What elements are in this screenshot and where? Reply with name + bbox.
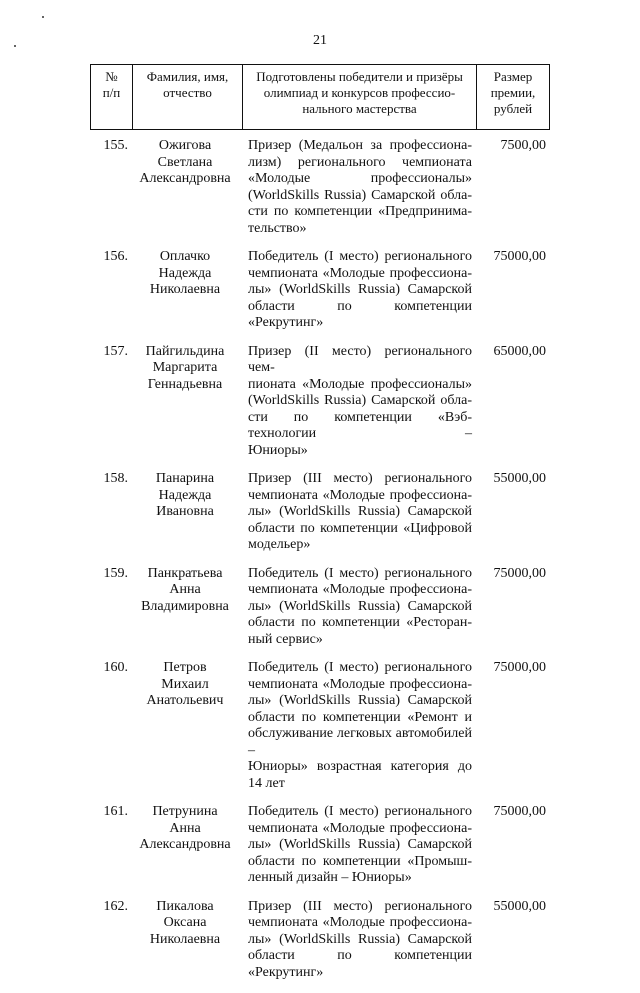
name-part: Петров (163, 660, 207, 675)
description-line: Призер (II место) регионального чем- (248, 343, 472, 375)
name-part: Светлана (157, 154, 213, 170)
row-number: 161. (103, 804, 128, 819)
description-line: Призер (Медальон за профессиона- (248, 138, 472, 153)
name-part: Анна (169, 582, 201, 597)
description-line: лы» (WorldSkills Russia) Самарской (248, 282, 472, 297)
award-amount: 75000,00 (493, 249, 546, 264)
description-line: Победитель (I место) регионального (248, 249, 472, 264)
description-line: ленный дизайн – Юниоры» (248, 870, 412, 885)
name-part: Надежда (158, 487, 212, 503)
name-part: Панарина (155, 471, 215, 486)
table-row (90, 660, 550, 792)
name-part: Владимировна (141, 598, 229, 614)
recipient-name (132, 660, 242, 792)
scan-speck (42, 16, 44, 18)
row-number: 158. (103, 471, 128, 486)
name-part: Александровна (139, 837, 231, 852)
table-row (90, 138, 550, 237)
description-line: пионата «Молодые профессионалы» (248, 376, 472, 392)
table-row (90, 566, 550, 649)
name-part: Петрунина (152, 804, 218, 819)
description-line: области по компетенции «Ремонт и (248, 709, 472, 725)
name-part: Панкратьева (147, 565, 223, 581)
row-number: 160. (103, 660, 128, 675)
achievement-description (242, 660, 476, 792)
achievement-description (242, 804, 476, 887)
name-part: Николаевна (149, 282, 221, 297)
description-line: Призер (III место) регионального (248, 471, 472, 486)
description-line: чемпионата «Молодые профессиона- (248, 820, 472, 836)
award-amount: 55000,00 (493, 471, 546, 486)
header-award-amount: Размер премии, рублей (490, 69, 536, 116)
recipient-name (132, 566, 242, 649)
description-line: лы» (WorldSkills Russia) Самарской (248, 837, 472, 852)
name-part: Маргарита (152, 360, 218, 375)
name-part: Ивановна (156, 504, 214, 519)
award-amount: 7500,00 (500, 138, 546, 153)
name-part: Николаевна (149, 931, 221, 947)
recipient-name (132, 899, 242, 982)
description-line: области по компетенции «Ресторан- (248, 615, 472, 630)
award-amount: 75000,00 (493, 804, 546, 819)
name-part: Пикалова (156, 898, 214, 914)
award-amount: 65000,00 (493, 343, 546, 359)
table-header (90, 64, 550, 130)
achievement-description (242, 471, 476, 554)
row-number: 156. (103, 249, 128, 264)
description-line: сти по компетенции «Вэб-технологии – (248, 409, 472, 441)
description-line: «Молодые профессионалы» (248, 171, 472, 186)
name-part: Надежда (158, 265, 212, 281)
achievement-description (242, 138, 476, 237)
description-line: лы» (WorldSkills Russia) Самарской (248, 598, 472, 614)
description-line: чемпионата «Молодые профессиона- (248, 676, 472, 692)
description-line: тельство» (248, 220, 307, 236)
name-part: Александровна (139, 171, 231, 186)
recipient-name (132, 138, 242, 237)
description-line: ный сервис» (248, 631, 323, 647)
recipient-name (132, 249, 242, 332)
achievement-description (242, 249, 476, 332)
name-part: Михаил (161, 676, 209, 692)
description-line: Победитель (I место) регионального (248, 565, 472, 581)
name-part: Геннадьевна (147, 376, 223, 392)
name-part: Оксана (163, 915, 207, 930)
description-line: 14 лет (248, 775, 285, 791)
description-line: сти по компетенции «Предпринима- (248, 204, 472, 219)
description-line: модельер» (248, 537, 311, 552)
name-part: Пайгильдина (145, 343, 225, 359)
table-row (90, 804, 550, 887)
description-line: Юниоры» (248, 442, 308, 458)
recipient-name (132, 344, 242, 460)
description-line: лы» (WorldSkills Russia) Самарской (248, 931, 472, 947)
description-line: чемпионата «Молодые профессиона- (248, 915, 472, 930)
description-line: чемпионата «Молодые профессиона- (248, 487, 472, 503)
description-line: (WorldSkills Russia) Самарской обла- (248, 393, 472, 408)
description-line: чемпионата «Молодые профессиона- (248, 582, 472, 597)
awards-table (90, 64, 550, 993)
table-row (90, 899, 550, 982)
name-part: Ожигова (158, 138, 212, 153)
name-part: Анна (169, 820, 201, 836)
award-amount: 75000,00 (493, 565, 546, 581)
achievement-description (242, 344, 476, 460)
description-line: Призер (III место) регионального (248, 898, 472, 914)
description-line: области по компетенции «Промыш- (248, 853, 472, 869)
name-part: Анатольевич (146, 693, 224, 708)
name-part: Оплачко (159, 249, 211, 264)
header-achievement: Подготовлены победители и призёры олимпиад и конкурсов профессио- нального мастерства (243, 65, 477, 129)
achievement-description (242, 566, 476, 649)
award-amount: 75000,00 (493, 660, 546, 675)
award-amount: 55000,00 (493, 898, 546, 914)
description-line: Победитель (I место) регионального (248, 660, 472, 675)
table-row (90, 249, 550, 332)
achievement-description (242, 899, 476, 982)
description-line: области по компетенции «Рекрутинг» (248, 948, 472, 980)
row-number: 157. (103, 343, 128, 359)
description-line: (WorldSkills Russia) Самарской обла- (248, 187, 472, 203)
row-number: 162. (103, 898, 128, 914)
header-number: № п/п (91, 65, 133, 129)
recipient-name (132, 804, 242, 887)
page-number: 21 (313, 33, 327, 48)
recipient-name (132, 471, 242, 554)
description-line: лизм) регионального чемпионата (248, 154, 472, 170)
description-line: Юниоры» возрастная категория до (248, 759, 472, 774)
row-number: 159. (103, 565, 128, 581)
description-line: области по компетенции «Цифровой (248, 520, 472, 536)
description-line: обслуживание легковых автомобилей – (248, 726, 472, 758)
description-line: лы» (WorldSkills Russia) Самарской (248, 504, 472, 519)
description-line: чемпионата «Молодые профессиона- (248, 265, 472, 281)
table-row (90, 471, 550, 554)
table-body (90, 138, 550, 981)
description-line: области по компетенции «Рекрутинг» (248, 298, 472, 330)
description-line: лы» (WorldSkills Russia) Самарской (248, 693, 472, 708)
table-row (90, 344, 550, 460)
description-line: Победитель (I место) регионального (248, 804, 472, 819)
row-number: 155. (103, 138, 128, 153)
header-full-name: Фамилия, имя, отчество (133, 65, 243, 129)
